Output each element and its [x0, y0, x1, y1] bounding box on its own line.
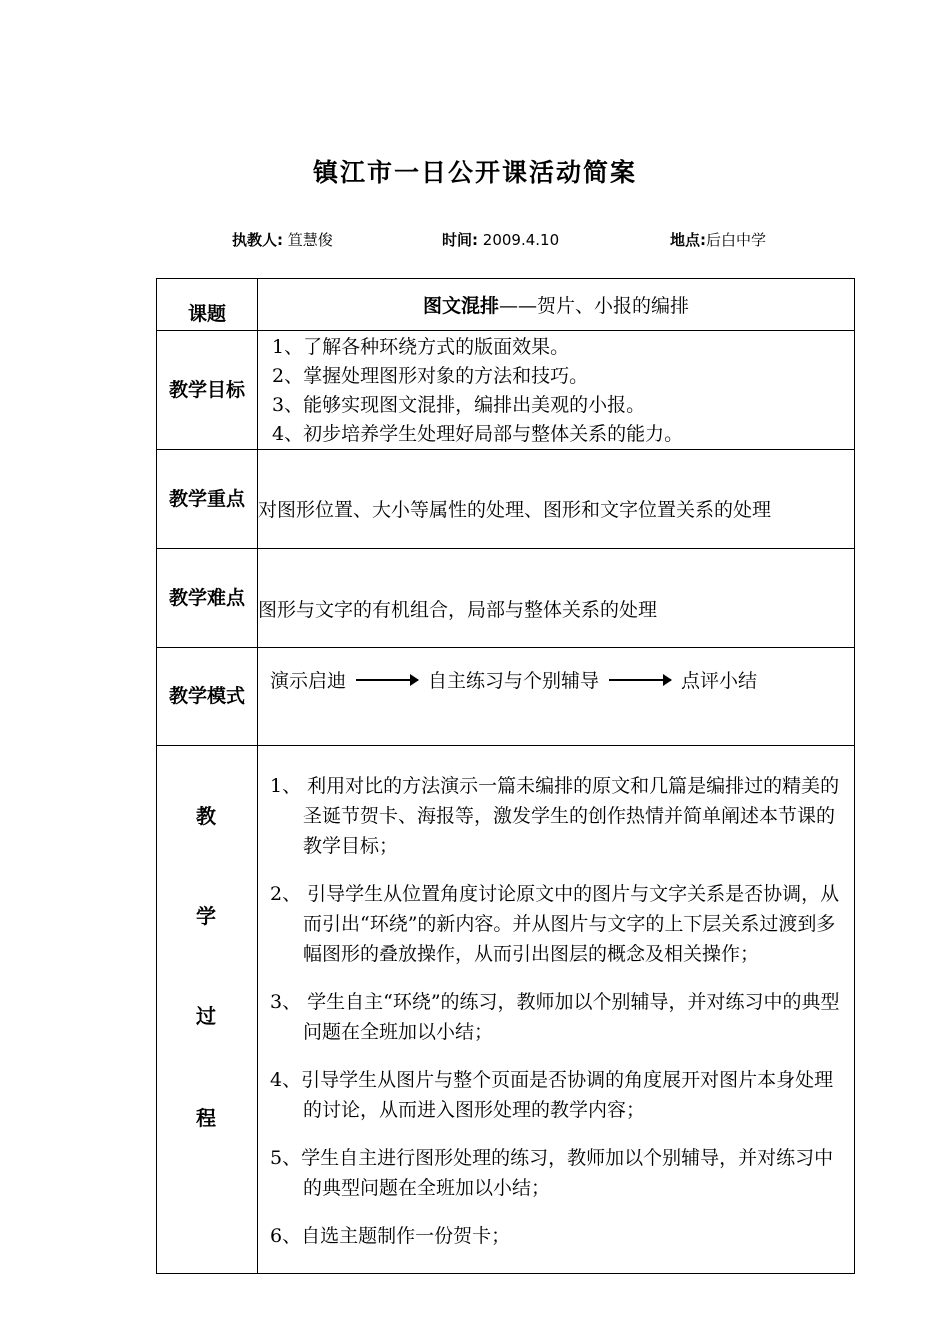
- goal-item: 2、掌握处理图形对象的方法和技巧。: [272, 365, 589, 387]
- goals-cell: [258, 331, 855, 450]
- goal-item: 1、了解各种环绕方式的版面效果。: [272, 336, 570, 358]
- difficulty-value: 图形与文字的有机组合，局部与整体关系的处理: [258, 549, 855, 648]
- teacher-label: 执教人:: [232, 231, 283, 249]
- mode-step: 点评小结: [681, 670, 758, 692]
- process-step: 5、学生自主进行图形处理的练习，教师加以个别辅导，并对练习中的典型问题在全班加以小结；: [270, 1146, 834, 1199]
- process-step: 3、 学生自主“环绕”的练习，教师加以个别辅导，并对练习中的典型问题在全班加以小结；: [270, 990, 840, 1043]
- goal-item: 4、初步培养学生处理好局部与整体关系的能力。: [272, 423, 684, 445]
- teacher-field: [232, 229, 333, 250]
- process-step: 2、 引导学生从位置角度讨论原文中的图片与文字关系是否协调，从而引出“环绕”的新内容。并从图片与文字的上下层关系过渡到多幅图形的叠放操作，从而引出图层的概念及相关操作；: [270, 882, 840, 965]
- lesson-plan-table: [156, 278, 855, 1274]
- time-label: 时间:: [442, 231, 478, 249]
- process-label-char: 过: [196, 1004, 216, 1028]
- process-label-char: 程: [196, 1106, 216, 1130]
- difficulty-row: [157, 549, 855, 648]
- arrow-right-icon: [609, 679, 671, 681]
- process-label-char: 教: [196, 804, 216, 828]
- place-field: [670, 229, 766, 250]
- place-value: 后白中学: [706, 231, 767, 249]
- difficulty-label: 教学难点: [157, 549, 258, 648]
- topic-label: 课题: [157, 279, 258, 331]
- topic-row: [157, 279, 855, 331]
- key-value: 对图形位置、大小等属性的处理、图形和文字位置关系的处理: [258, 450, 855, 549]
- process-step: 6、自选主题制作一份贺卡；: [270, 1224, 511, 1247]
- process-label-char: 学: [196, 904, 216, 928]
- mode-cell: [258, 648, 855, 746]
- goals-label: 教学目标: [157, 331, 258, 450]
- arrow-right-icon: [356, 679, 418, 681]
- process-row: [157, 746, 855, 1274]
- process-step: 4、引导学生从图片与整个页面是否协调的角度展开对图片本身处理的讨论，从而进入图形处理的教学内容；: [270, 1068, 834, 1121]
- mode-step: 演示启迪: [270, 670, 347, 692]
- place-label: 地点:: [670, 231, 706, 249]
- process-cell: [258, 746, 855, 1274]
- process-step: 1、 利用对比的方法演示一篇未编排的原文和几篇是编排过的精美的圣诞节贺卡、海报等，激发学生的创作热情并简单阐述本节课的教学目标；: [270, 774, 840, 857]
- key-row: [157, 450, 855, 549]
- page-title: 镇江市一日公开课活动简案: [312, 158, 637, 187]
- goals-list: [258, 331, 854, 449]
- mode-row: [157, 648, 855, 746]
- topic-bold: 图文混排: [422, 295, 499, 317]
- topic-rest: ——贺片、小报的编排: [499, 295, 690, 317]
- topic-value: [258, 279, 855, 331]
- teacher-value: 笪慧俊: [287, 231, 333, 249]
- time-value: 2009.4.10: [482, 231, 560, 249]
- key-label: 教学重点: [157, 450, 258, 549]
- time-field: [442, 229, 559, 250]
- goals-row: [157, 331, 855, 450]
- mode-step: 自主练习与个别辅导: [428, 670, 600, 692]
- mode-flow: [258, 666, 854, 693]
- process-steps: [258, 751, 854, 1251]
- mode-label: 教学模式: [157, 648, 258, 746]
- goal-item: 3、能够实现图文混排，编排出美观的小报。: [272, 394, 646, 416]
